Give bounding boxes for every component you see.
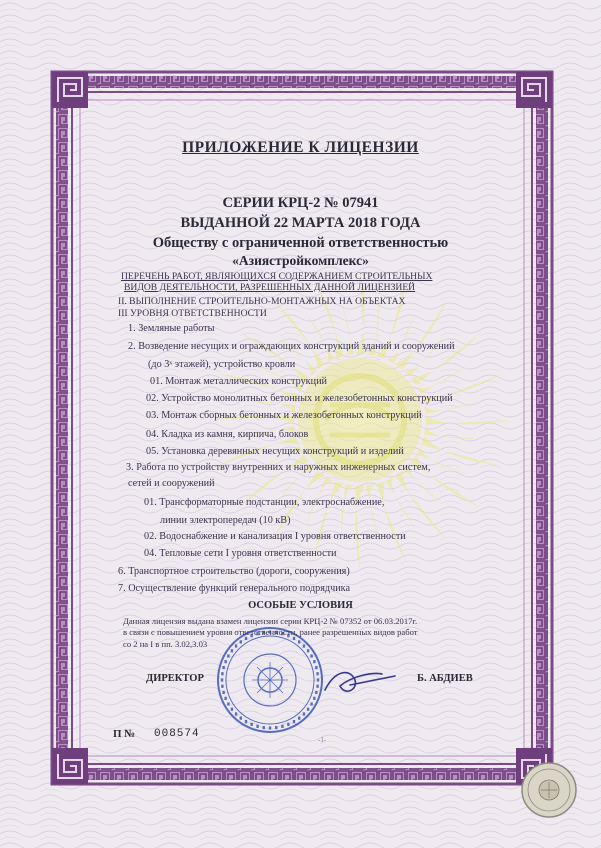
seal-letter-mark [227, 654, 229, 657]
series-line: СЕРИИ КРЦ-2 № 07941 [222, 195, 379, 211]
form-number-label: П № [113, 728, 136, 740]
seal-letter-mark [316, 672, 318, 675]
work-item: 1. Земляные работы [128, 323, 215, 334]
seal-letter-mark [307, 708, 309, 711]
company-line-2: «Азиястройкомплекс» [232, 253, 369, 268]
work-item: (до 3ˣ этажей), устройство кровли [148, 359, 296, 370]
seal-letter-mark [310, 654, 312, 657]
seal-letter-mark [250, 723, 252, 726]
work-item: 3. Работа по устройству внутренних и наружных инженерных систем, [126, 462, 431, 473]
work-item: 01. Трансформаторные подстанции, электроснабжение, [144, 497, 385, 508]
seal-letter-mark [221, 685, 223, 688]
seal-letter-mark [235, 644, 237, 647]
seal-letter-mark [287, 723, 289, 726]
special-conditions-line: со 2 на I в пп. 3.02,3.03 [123, 639, 208, 649]
work-item: 01. Монтаж металлических конструкций [150, 376, 327, 387]
form-number: 008574 [154, 728, 200, 740]
work-item: 05. Установка деревянных несущих конструкций и изделий [146, 446, 404, 457]
work-item: линии электропередач (10 кВ) [160, 515, 291, 526]
seal-letter-mark [240, 640, 242, 643]
company-line-1: Обществу с ограниченной ответственностью [152, 235, 449, 251]
director-label: ДИРЕКТОР [146, 673, 204, 684]
seal-letter-mark [224, 660, 226, 663]
seal-letter-mark [231, 649, 233, 652]
list-header-line-2: ВИДОВ ДЕЯТЕЛЬНОСТИ, РАЗРЕШЕННЫХ ДАННОЙ ЛИЦЕНЗИЕЙ [124, 282, 416, 293]
seal-letter-mark [303, 644, 305, 647]
hologram-sticker [522, 763, 576, 817]
section-title-line-1: II. ВЫПОЛНЕНИЕ СТРОИТЕЛЬНО-МОНТАЖНЫХ НА ОБЪЕКТАХ [118, 296, 406, 307]
special-conditions-title: ОСОБЫЕ УСЛОВИЯ [248, 600, 353, 611]
special-conditions-line: Данная лицензия выдана взамен лицензии серии КРЦ-2 № 07352 от 06.03.2017г. [123, 616, 418, 626]
seal-letter-mark [224, 697, 226, 700]
seal-letter-mark [227, 702, 229, 705]
work-item: 02. Устройство монолитных бетонных и железобетонных конструкций [146, 393, 453, 404]
director-name: Б. АБДИЕВ [417, 673, 473, 684]
seal-letter-mark [293, 720, 295, 723]
seal-letter-mark [303, 712, 305, 715]
seal-letter-mark [315, 691, 317, 694]
seal-letter-mark [313, 660, 315, 663]
seal-letter-mark [240, 716, 242, 719]
seal-letter-mark [298, 640, 300, 643]
seal-letter-mark [281, 725, 283, 728]
seal-letter-mark [263, 726, 265, 729]
seal-letter-mark [275, 726, 277, 729]
list-header-line-1: ПЕРЕЧЕНЬ РАБОТ, ЯВЛЯЮЩИХСЯ СОДЕРЖАНИЕМ СТРОИТЕЛЬНЫХ [121, 271, 433, 282]
seal-letter-mark [293, 637, 295, 640]
seal-letter-mark [315, 666, 317, 669]
work-item: 7. Осуществление функций генерального подрядчика [118, 583, 350, 594]
seal-letter-mark [316, 685, 318, 688]
work-item: 02. Водоснабжение и канализация I уровня ответственности [144, 531, 406, 542]
seal-letter-mark [231, 708, 233, 711]
seal-letter-mark [307, 649, 309, 652]
seal-letter-mark [221, 672, 223, 675]
seal-letter-mark [245, 720, 247, 723]
seal-letter-mark [269, 726, 271, 729]
seal-letter-mark [298, 716, 300, 719]
seal-letter-mark [317, 678, 319, 681]
work-item: 04. Кладка из камня, кирпича, блоков [146, 429, 309, 440]
work-item: 2. Возведение несущих и ограждающих конструкций зданий и сооружений [128, 341, 455, 352]
document-title: ПРИЛОЖЕНИЕ К ЛИЦЕНЗИИ [182, 139, 419, 156]
seal-letter-mark [222, 666, 224, 669]
special-conditions-line: в связи с повышением уровня ответственности, ранее разрешенных видов работ [123, 627, 418, 637]
work-item: 03. Монтаж сборных бетонных и железобетонных конструкций [146, 410, 422, 421]
work-item: сетей и сооружений [128, 478, 215, 489]
section-title-line-2: III УРОВНЯ ОТВЕТСТВЕННОСТИ [118, 308, 267, 319]
seal-letter-mark [222, 691, 224, 694]
seal-letter-mark [310, 702, 312, 705]
page-mark: -1- [318, 736, 327, 744]
seal-letter-mark [245, 637, 247, 640]
seal-letter-mark [313, 697, 315, 700]
seal-letter-mark [221, 678, 223, 681]
work-item: 6. Транспортное строительство (дороги, сооружения) [118, 566, 350, 577]
seal-letter-mark [235, 712, 237, 715]
work-item: 04. Тепловые сети I уровня ответственности [144, 548, 337, 559]
seal-letter-mark [256, 725, 258, 728]
issued-date-line: ВЫДАННОЙ 22 МАРТА 2018 ГОДА [180, 215, 421, 231]
